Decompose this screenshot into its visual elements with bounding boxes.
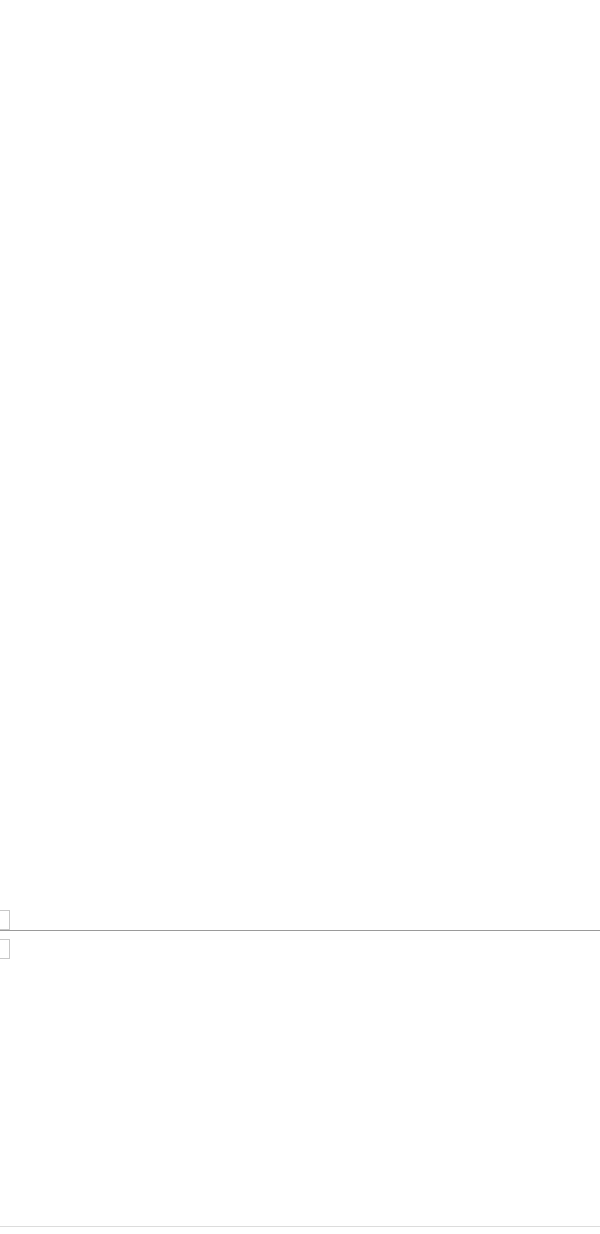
page-edge-marker bbox=[0, 939, 10, 959]
page-edge-marker bbox=[0, 910, 10, 930]
page-break-divider bbox=[0, 930, 600, 931]
page-bottom-divider bbox=[0, 1226, 600, 1227]
